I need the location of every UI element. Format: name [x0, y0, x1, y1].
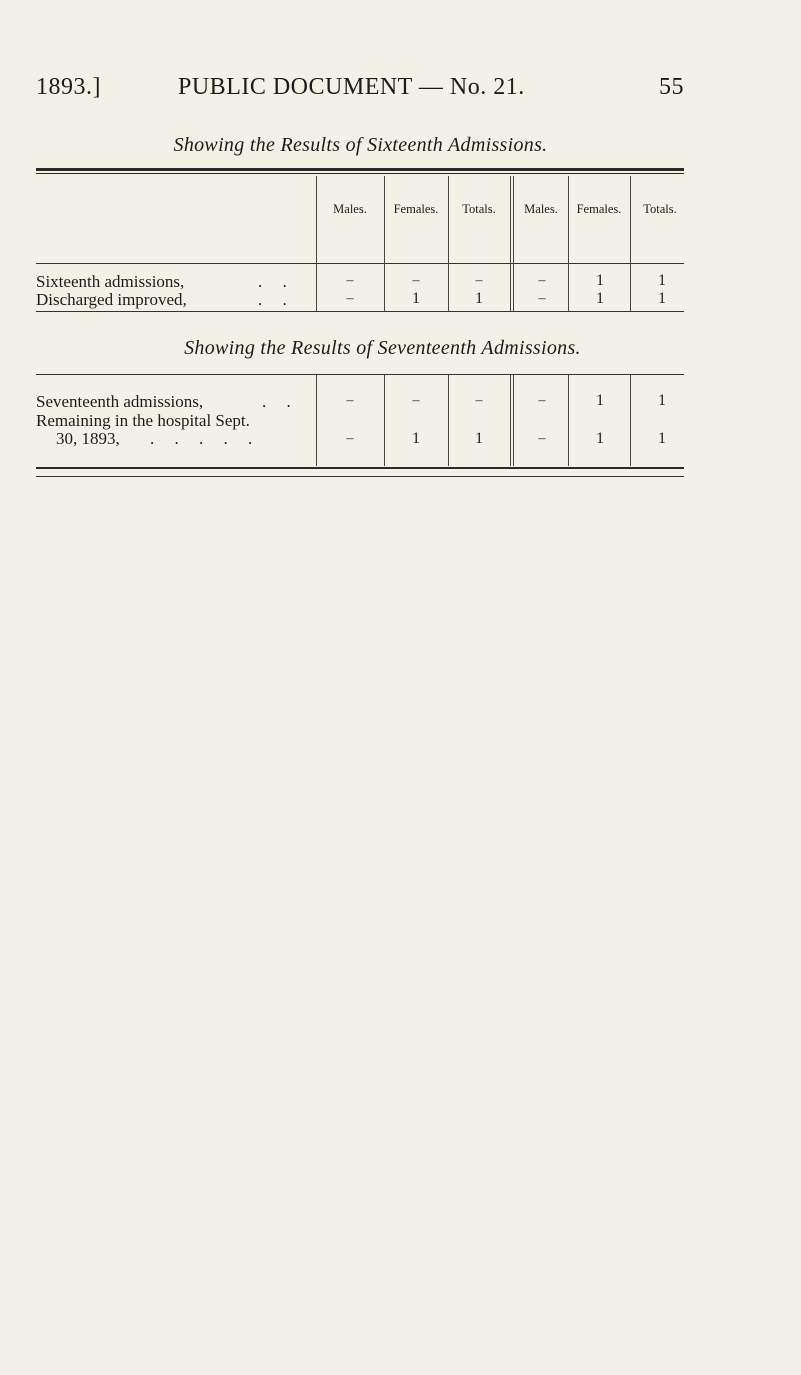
- cell-value: 1: [658, 430, 666, 447]
- cell-value: –: [538, 431, 546, 446]
- table2-col-divider: [384, 374, 385, 466]
- row-label: Remaining in the hospital Sept.: [36, 411, 250, 430]
- cell-value: 1: [658, 392, 666, 409]
- cell-value: –: [412, 273, 420, 288]
- table2-bottom-rule: [36, 467, 684, 469]
- col-header-females-2: Females.: [576, 202, 622, 216]
- cell-value: –: [412, 393, 420, 408]
- cell-value: –: [346, 431, 354, 446]
- col-header-males-2: Males.: [524, 202, 558, 216]
- table2-col-divider: [568, 374, 569, 466]
- title-rule-thin: [36, 173, 684, 174]
- row-label: Seventeenth admissions, . .: [36, 392, 299, 411]
- table1-col-divider: [316, 176, 317, 311]
- row-label-continuation: 30, 1893, . . . . .: [56, 429, 261, 448]
- cell-value: –: [538, 393, 546, 408]
- col-header-totals-2: Totals.: [643, 202, 677, 216]
- row-label: Discharged improved, . .: [36, 290, 295, 309]
- table1-bottom-rule: [36, 311, 684, 312]
- cell-value: –: [346, 393, 354, 408]
- table2-col-divider: [510, 374, 511, 466]
- cell-value: –: [538, 273, 546, 288]
- cell-value: 1: [596, 430, 604, 447]
- cell-value: 1: [658, 290, 666, 307]
- cell-value: 1: [475, 430, 483, 447]
- title-rule-thick: [36, 168, 684, 171]
- table1-header-bottom-rule: [36, 263, 684, 264]
- table2-bottom-rule-thin: [36, 476, 684, 477]
- table2-title: Showing the Results of Seventeenth Admissions.: [184, 337, 581, 359]
- col-header-females: Females.: [393, 202, 439, 216]
- cell-value: –: [346, 291, 354, 306]
- cell-value: 1: [658, 272, 666, 289]
- table1-col-divider: [510, 176, 511, 311]
- cell-value: 1: [412, 290, 420, 307]
- table2-top-rule: [36, 374, 684, 375]
- cell-value: 1: [475, 290, 483, 307]
- cell-value: 1: [412, 430, 420, 447]
- header-year: 1893.]: [36, 74, 101, 100]
- col-header-males: Males.: [333, 202, 367, 216]
- table2-col-divider: [630, 374, 631, 466]
- cell-value: 1: [596, 272, 604, 289]
- page-number: 55: [659, 74, 684, 100]
- table2-col-divider: [448, 374, 449, 466]
- cell-value: –: [538, 291, 546, 306]
- cell-value: 1: [596, 392, 604, 409]
- col-header-totals: Totals.: [462, 202, 496, 216]
- cell-value: 1: [596, 290, 604, 307]
- table2-col-divider: [513, 374, 514, 466]
- table1-col-divider: [384, 176, 385, 311]
- table1-title: Showing the Results of Sixteenth Admissions.: [173, 134, 548, 156]
- row-label: Sixteenth admissions, . .: [36, 272, 295, 291]
- cell-value: –: [475, 273, 483, 288]
- table1-col-divider: [630, 176, 631, 311]
- running-head: [36, 74, 684, 106]
- header-document-title: PUBLIC DOCUMENT — No. 21.: [178, 74, 525, 100]
- cell-value: –: [475, 393, 483, 408]
- table2-col-divider: [316, 374, 317, 466]
- cell-value: –: [346, 273, 354, 288]
